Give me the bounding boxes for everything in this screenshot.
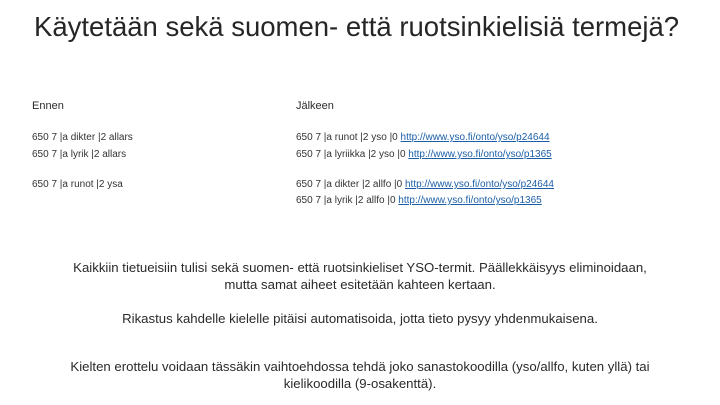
after-line [296, 194, 542, 207]
after-line-text: 650 7 |a dikter |2 allfo |0 [296, 179, 405, 190]
after-line [296, 131, 550, 144]
after-line [296, 148, 552, 161]
slide-title: Käytetään sekä suomen- että ruotsinkielisiä termejä? [34, 11, 680, 42]
after-line-text: 650 7 |a runot |2 yso |0 [296, 132, 401, 143]
after-line-text: 650 7 |a lyrik |2 allfo |0 [296, 195, 399, 206]
yso-link[interactable]: http://www.yso.fi/onto/yso/p24644 [400, 132, 550, 143]
before-line: 650 7 |a runot |2 ysa [32, 179, 123, 190]
after-line [296, 178, 554, 191]
yso-link[interactable]: http://www.yso.fi/onto/yso/p1365 [408, 149, 552, 160]
before-line: 650 7 |a dikter |2 allars [32, 132, 133, 143]
column-header-after: Jälkeen [296, 100, 334, 112]
before-line: 650 7 |a lyrik |2 allars [32, 149, 127, 160]
yso-link[interactable]: http://www.yso.fi/onto/yso/p24644 [404, 179, 554, 190]
explanation-paragraph: Rikastus kahdelle kielelle pitäisi automatisoida, jotta tieto pysyy yhdenmukaisena. [122, 311, 598, 326]
after-line-text: 650 7 |a lyriikka |2 yso |0 [296, 149, 409, 160]
explanation-paragraph: Kaikkiin tietueisiin tulisi sekä suomen- että ruotsinkieliset YSO-termit. Päällekkäisyys eliminoidaan, mutta samat aiheet esitetään kahteen kertaan. [73, 260, 647, 292]
column-header-before: Ennen [32, 100, 64, 112]
explanation-paragraph: Kielten erottelu voidaan tässäkin vaihtoehdossa tehdä joko sanastokoodilla (yso/allfo, kuten yllä) tai kielikoodilla (9-osakenttä). [70, 359, 650, 391]
yso-link[interactable]: http://www.yso.fi/onto/yso/p1365 [398, 195, 542, 206]
